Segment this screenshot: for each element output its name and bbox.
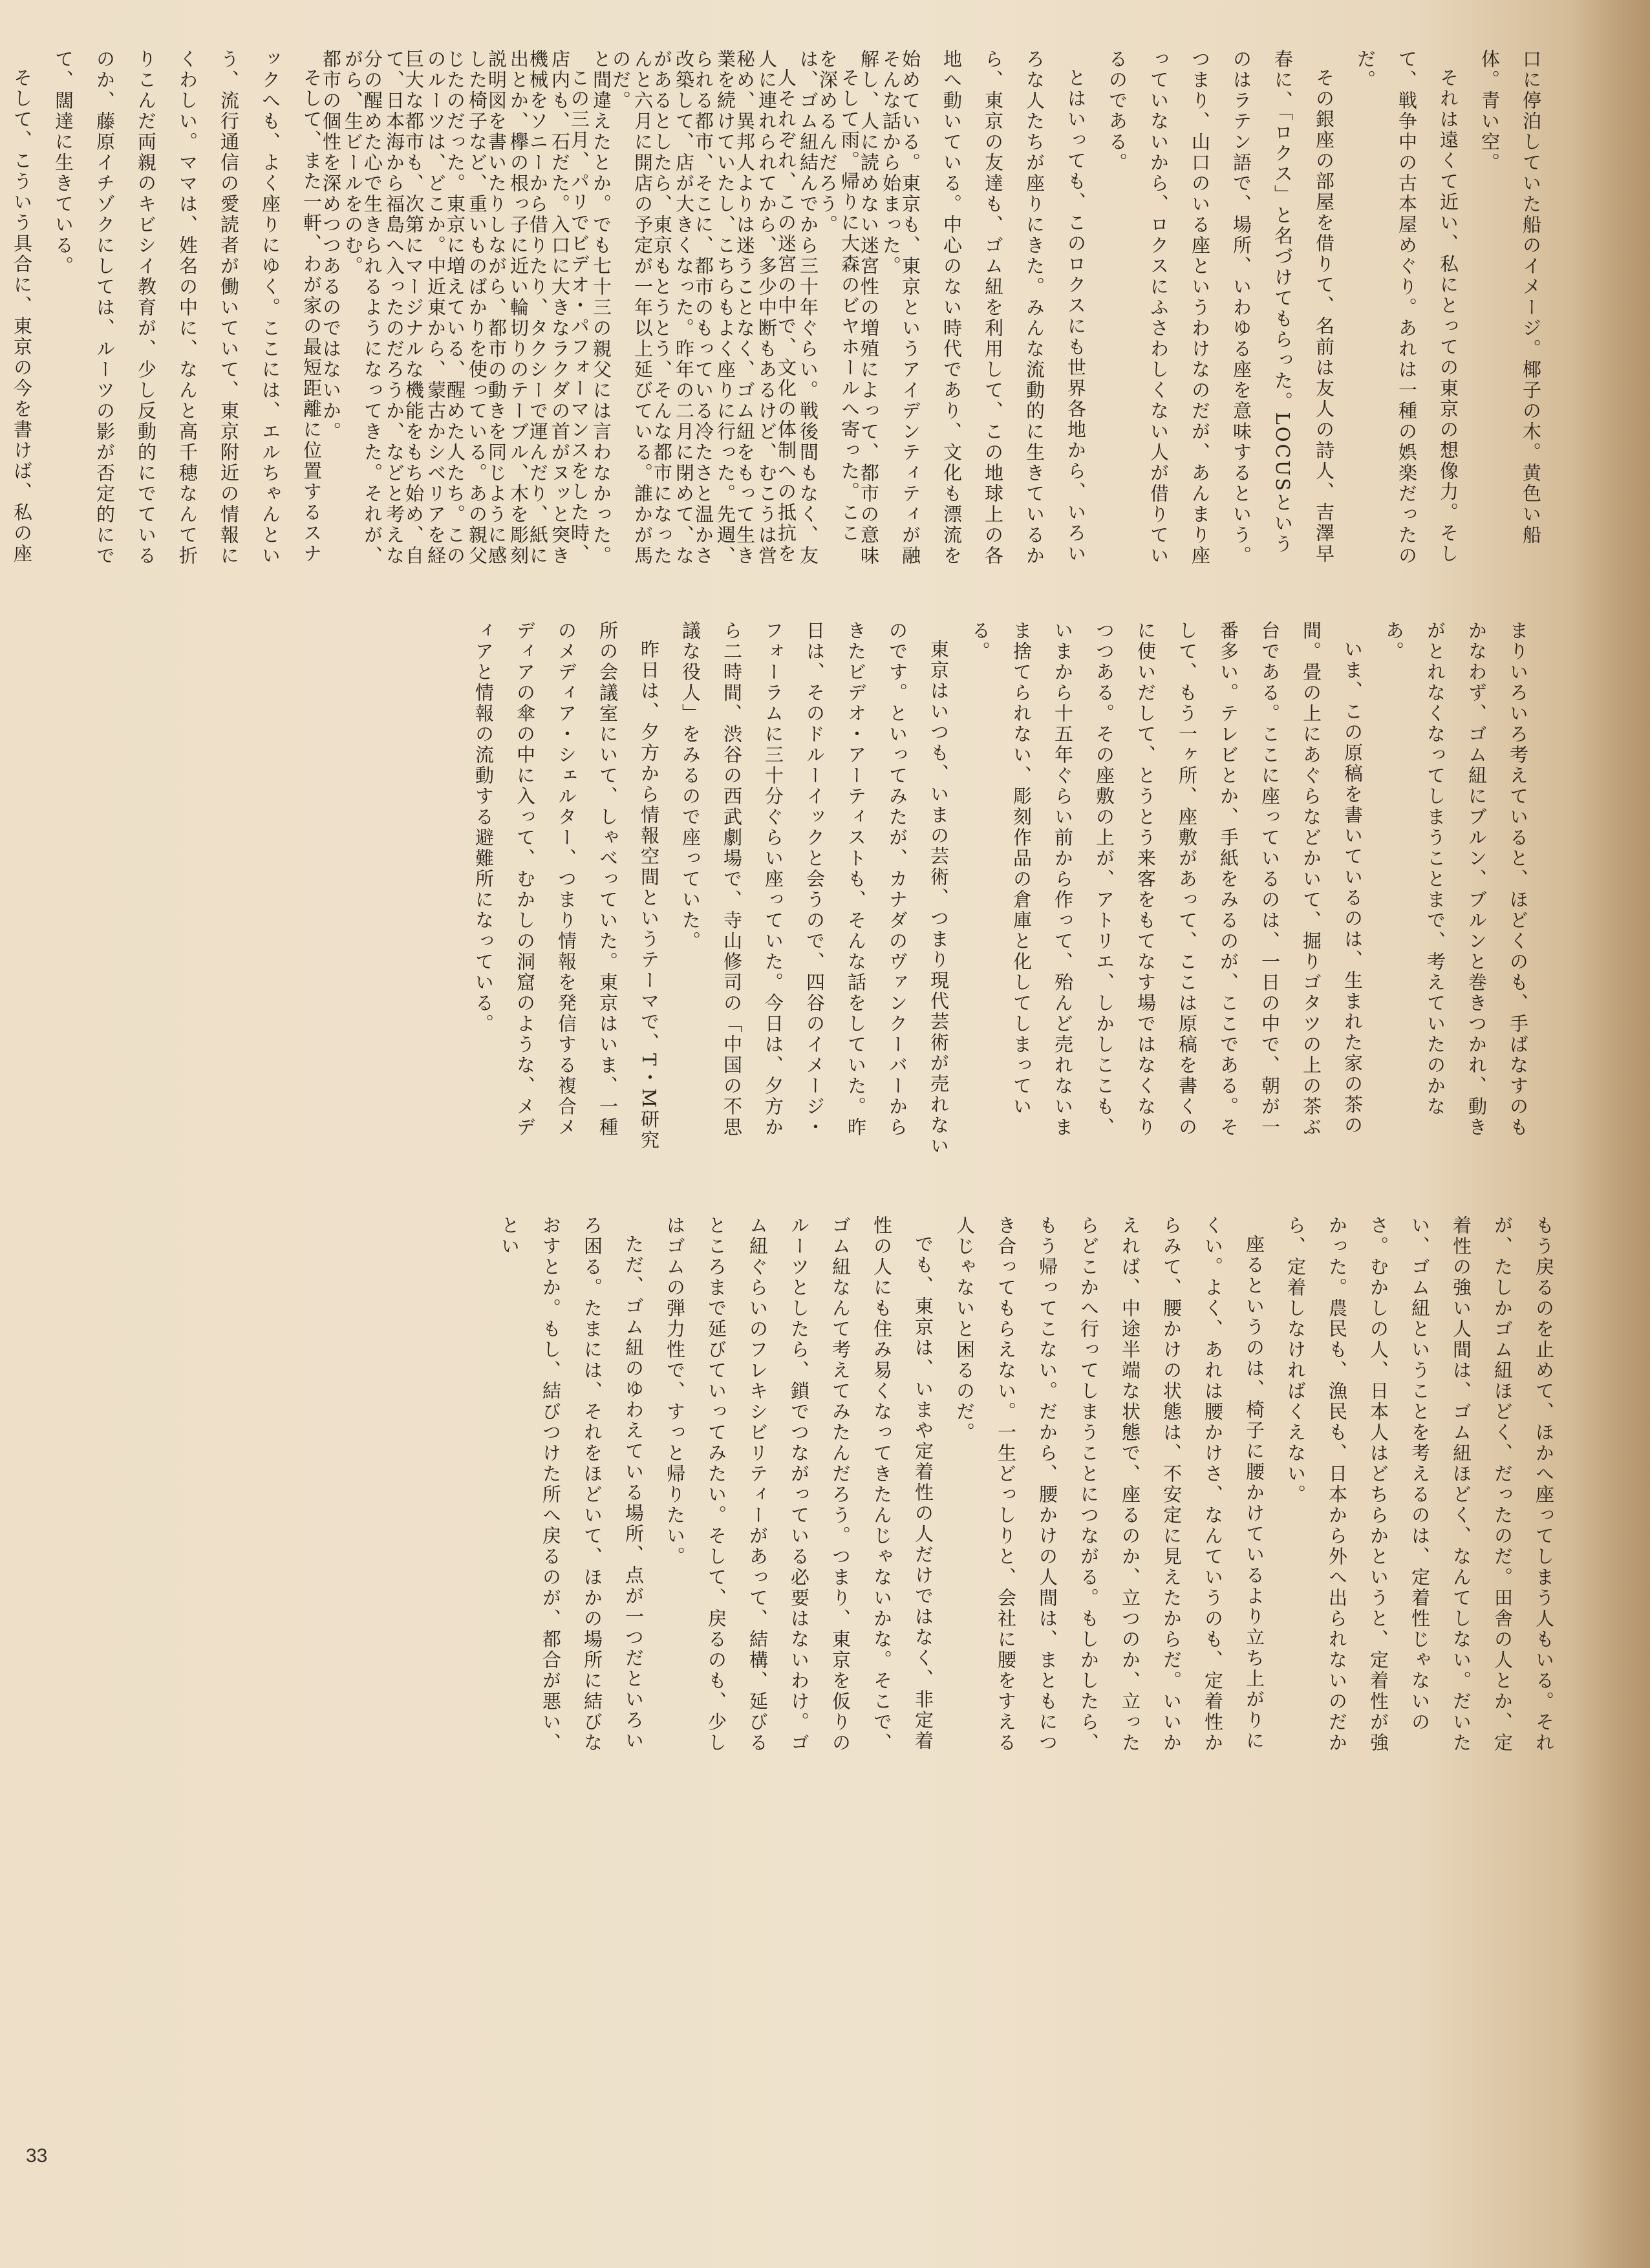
paragraph: まりいろいろ考えていると、ほどくのも、手ばなすのもかなわず、ゴム紐にブルン、ブルンと巻きつかれ、動きがとれなくなってしまうことまで、考えていたのかなあ。 [1383, 621, 1529, 1138]
paragraph: 口に停泊していた船のイメージ。椰子の木。黄色い船体。青い空。 [1479, 49, 1542, 546]
paragraph: いま、この原稿を書いているのは、生まれた家の茶の間。畳の上にあぐらなどかいて、掘りゴタツの上の茶ぶ台である。ここに座っているのは、一日の中で、朝が一番多い。テレビとか、手紙をみるのが、ここである。そして、もう一ヶ所、座敷があって、ここは原稿を書くのに使いだして、とうとう来客をもてなす場ではなくなりつつある。その座敷の上が、アトリエ、しかしここも、いまから十五年ぐらい前から作って、殆んど売れないまま捨てられない、彫刻作品の倉庫と化してしまっている。 [969, 621, 1364, 1138]
paragraph: この三月、パリでビデオ・パフォーマンスをした時、機械をソニーから借りたり、タクシーで運んだり、紙に説明図を書いたりしながら、都市の動きを同じように感じたのだった。東京に増えている、醒めた人たち。この巨大な都市も、次第にマージナルな機能をもち始め、自分の醒めた心で生きられるようになってきた。それが、都市の個性を深めつつあるのではないか。 [320, 49, 590, 566]
paragraph: でも、東京は、いまや定着性の人だけではなく、非定着性の人にも住み易くなってきたんじゃないかな。そこで、ゴム紐なんて考えてみたんだろう。つまり、東京を仮りのルーツとしたら、鎖でつながっている必要はないわけ。ゴム紐ぐらいのフレキシビリティーがあって、結構、延びるところまで延びていってみたい。そして、戻るのも、少しはゴムの弾力性で、すっと帰りたい。 [664, 1215, 934, 1753]
paragraph: 昨日は、夕方から情報空間というテーマで、T・M研究所の会議室にいて、しゃべっていた。東京はいま、一種のメディア・シェルター、つまり情報を発信する複合メディアの傘の中に入って、むかしの洞窟のような、メディアと情報の流動する避難所になっている。 [473, 621, 660, 1151]
page-number: 33 [26, 2145, 48, 2166]
paragraph: その銀座の部屋を借りて、名前は友人の詩人、吉澤早春に、「ロクス」と名づけてもらった。LOCUSというのはラテン語で、場所、いわゆる座を意味するという。つまり、山口のいる座というわけなのだが、あんまり座っていないから、ロクスにふさわしくない人が借りているのである。 [1106, 49, 1335, 566]
paragraph: もう戻るのを止めて、ほかへ座ってしまう人もいる。それが、たしかゴム紐ほどく、だったのだ。田舎の人とか、定着性の強い人間は、ゴム紐ほどく、なんてしない。だいたい、ゴム紐ということを考えるのは、定着性じゃないのさ。むかしの人、日本人はどちらかというと、定着性が強かった。農民も、漁民も、日本から外へ出られないのだから、定着しなければくえない。 [1285, 1215, 1555, 1753]
paragraph: 人それぞれ、この迷宮の中で、文化の体制への抵抗を秘め、異邦人よりは迷うことなく、ゴム紐をもって生きられる都市、そこに、都市のもっている冷たさと温かさがあるとしたら、東京もとうとう、そんな都市になったのだ。 [610, 49, 797, 566]
paragraph: とはいっても、このロクスにも世界各地から、いろいろな人たちが座りにきた。みんな流動的に生きているから、東京の友達も、ゴム紐を利用して、この地球上の各地へ動いている。中心のない時代であり、文化も漂流を始めている。東京も、東京というアイデンティティが融解し、人に読めない迷宮性の増殖によって、都市の意味を深めるんだろう。 [817, 49, 1087, 566]
paragraph: そして、また一軒、わが家の最短距離に位置するスナックへも、よく座りにゆく。ここには、エルちゃんという、流行通信の愛読者が働いていて、東京附近の情報にくわしい。ママは、姓名の中に、なんと高千穂なんて折りこんだ両親のキビシイ教育が、少し反動的にでているのか、藤原イチゾクにしては、ルーツの影が否定的にでて、闊達に生きている。 [52, 49, 323, 566]
paragraph: そんな話から始まった。 [880, 49, 902, 277]
paragraph: それは遠くて近い、私にとっての東京の想像力。そして、戦争中の古本屋めぐり。あれは一種の娯楽だったのだ。 [1355, 49, 1459, 566]
text-block-top-left [11, 49, 912, 566]
paragraph: 座るというのは、椅子に腰かけているより立ち上がりにくい。よく、あれは腰かけさ、なんていうのも、定着性からみて、腰かけの状態は、不安定に見えたからだ。いいかえれば、中途半端な状態で、座るのか、立つのか、立ったらどこかへ行ってしまうことにつながる。もしかしたら、もう帰ってこない。だから、腰かけの人間は、まともにつき合ってもらえない。一生どっしりと、会社に腰をすえる人じゃないと困るのだ。 [954, 1215, 1265, 1753]
paragraph: 東京はいつも、いまの芸術、つまり現代芸術が売れないのです。といってみたが、カナダのヴァンクーバーからきたビデオ・アーティストも、そんな話をしていた。昨日は、そのドルーイックと会うので、四谷のイメージ・フォーラムに三十分ぐらい座っていた。今日は、夕方から二時間、渋谷の西武劇場で、寺山修司の「中国の不思議な役人」をみるので座っていた。 [680, 621, 950, 1157]
paragraph: ただ、ゴム紐のゆわえている場所、点が一つだといろいろ困る。たまには、それをほどいて、ほかの場所に結びなおすとか。もし、結びつけた所へ戻るのが、都合が悪い、とい [498, 1215, 645, 1753]
paragraph: そして、こういう具合に、東京の今を書けば、私の座 [11, 68, 33, 564]
text-block-bottom [78, 1215, 1565, 1759]
facing-page-bleed [1572, 0, 1650, 2268]
text-block-middle [323, 621, 1539, 1157]
paragraph: そして雨。帰りに大森のビヤホールへ寄った。ここは、ゴム紐結んでから三十年ぐらい。戦後間もなく、友人に連れられてから、多少中断もあるけど、むこうは営業を続けていたし、こちらもよく座りに行った。先週、改築して、店が大きくなった。昨年の二月に閉めて、なんと六月に開店の予定が一年以上延びている。誰かが馬と間違えたとか。でも七十三の親父には言わなかった。店内も、石だた。入口に大きなラクダの首がヌッと突き出とか、欅の根っ子に近い輪切りのテーブル、木を彫刻した椅子など、重いものばかりを使っている。あの親父のルーツは、どこか。中近東から、蒙古かシベリアを経て、日本海から福島へ入ったのだろうか、などと考えながら、生ビールをのむ。 [342, 49, 861, 566]
